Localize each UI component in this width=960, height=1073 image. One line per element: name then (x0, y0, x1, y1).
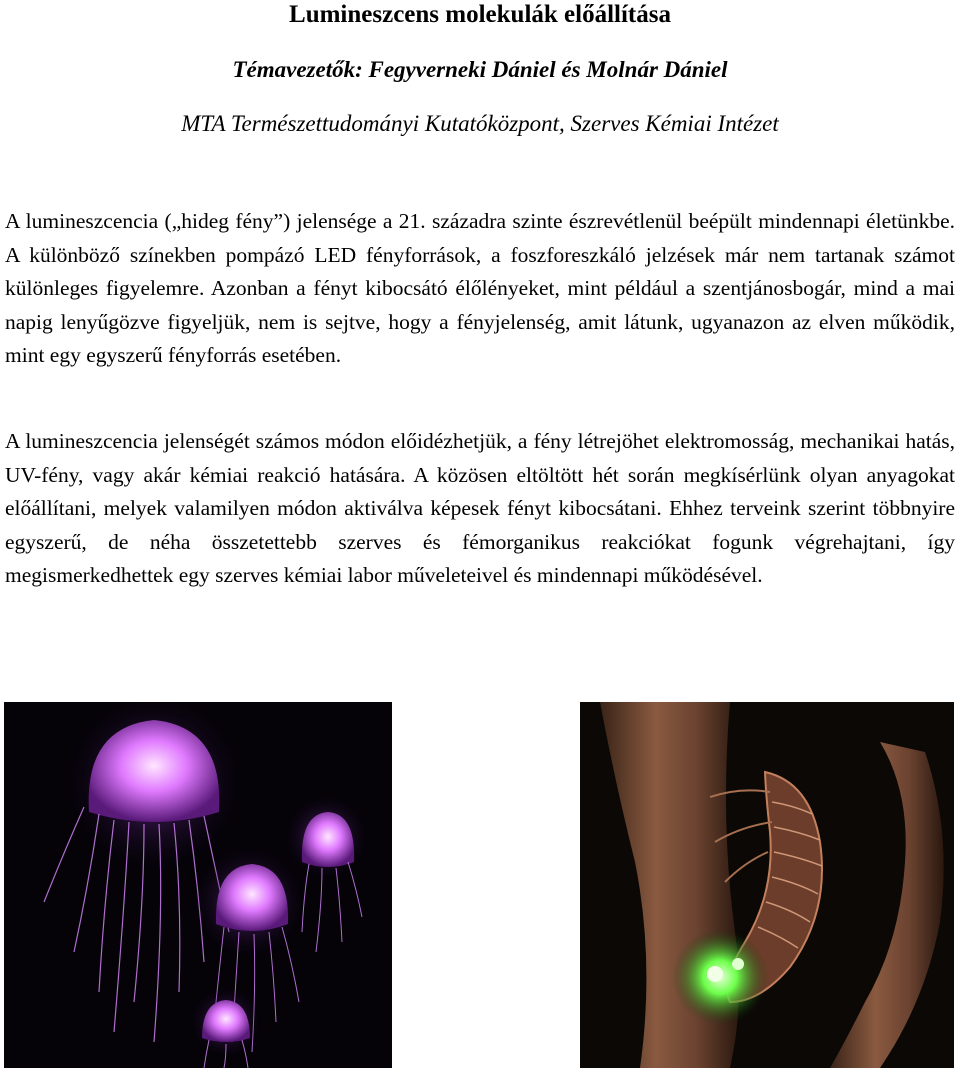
jellyfish-photo (4, 702, 392, 1068)
firefly-photo (580, 702, 954, 1068)
paragraph-methods: A lumineszcencia jelenségét számos módon előidézhetjük, a fény létrejöhet elektromosság, mechanikai hatás, UV-fény, vagy akár kémiai reakció hatására. A közösen eltöltött hét során megkísérlünk olyan anyagokat előállítani, melyek valamilyen módon aktiválva képesek fényt kibocsátani. Ehhez terveink szerint többnyire egyszerű, de néha összetettebb szerves és fémorganikus reakciókat fogunk végrehajtani, így megismerkedhettek egy szerves kémiai labor műveleteivel és mindennapi működésével. (5, 429, 955, 587)
paragraph-intro: A lumineszcencia („hideg fény”) jelensége a 21. századra szinte észrevétlenül beépült mindennapi életünkbe. A különböző színekben pompázó LED fényforrások, a foszforeszkáló jelzések már nem tartanak számot különleges figyelemre. Azonban a fényt kibocsátó élőlényeket, mint például a szentjánosbogár, mind a mai napig lenyűgözve figyeljük, nem is sejtve, hogy a fényjelenség, amit látunk, ugyanazon az elven működik, mint egy egyszerű fényforrás esetében. (5, 209, 955, 367)
document-title: Lumineszcens molekulák előállítása (289, 1, 671, 28)
supervisors-line: Témavezetők: Fegyverneki Dániel és Molnár Dániel (232, 57, 728, 82)
institute-line: MTA Természettudományi Kutatóközpont, Szerves Kémiai Intézet (181, 111, 779, 136)
